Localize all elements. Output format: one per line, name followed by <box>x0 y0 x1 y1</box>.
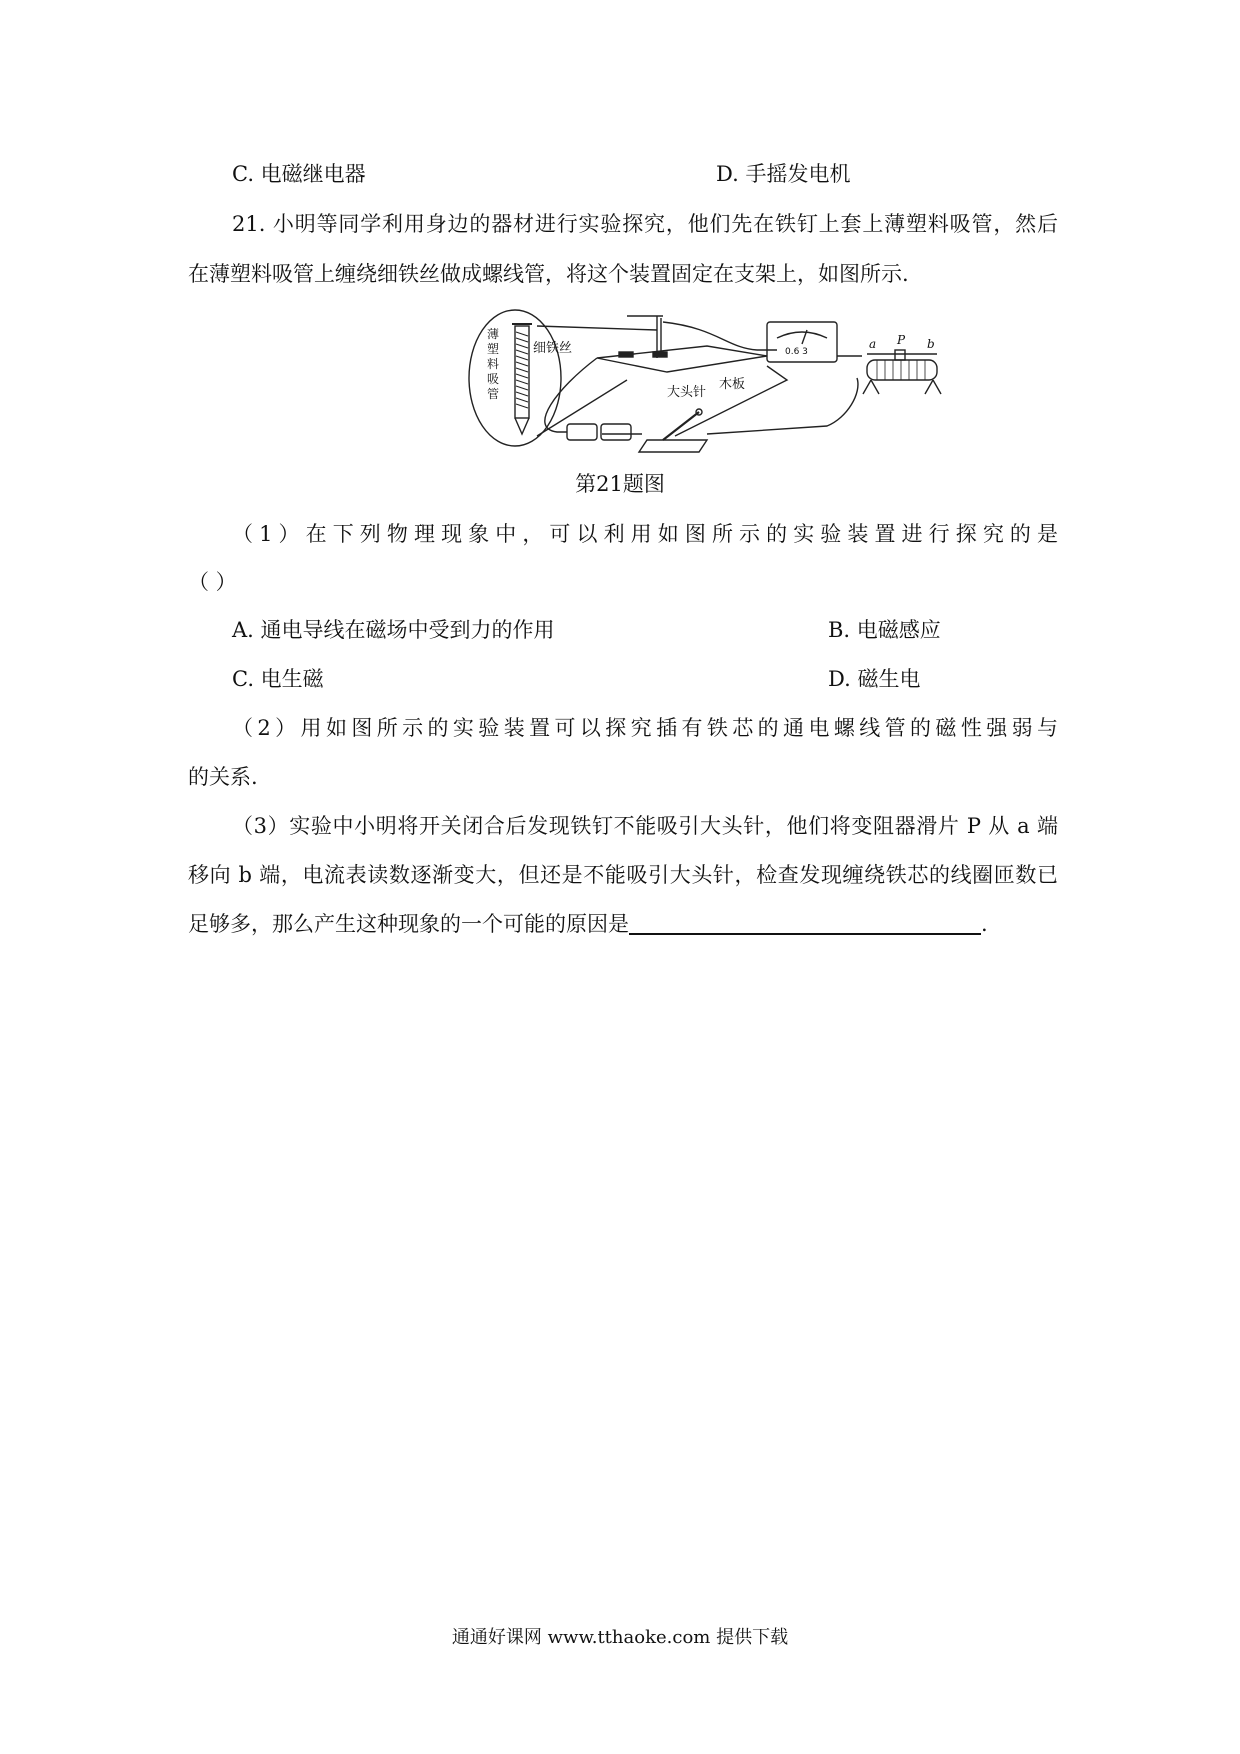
q21-intro-line1: 21. 小明等同学利用身边的器材进行实验探究，他们先在铁钉上套上薄塑料吸管，然后 <box>232 212 1058 236</box>
label-p: P <box>897 333 906 347</box>
q21-part1-stem: （1）在下列物理现象中，可以利用如图所示的实验装置进行探究的是 <box>232 522 1058 546</box>
wooden-board <box>597 346 767 372</box>
figure-caption: 第21题图 <box>575 472 665 496</box>
label-straw-2: 塑 <box>487 342 500 356</box>
q21-part3-line3 <box>188 910 988 938</box>
label-straw-4: 吸 <box>487 372 500 386</box>
option-d-prev: D. 手摇发电机 <box>716 162 851 186</box>
experiment-figure <box>467 308 945 460</box>
q21-part1-bracket: （ ） <box>188 570 237 594</box>
rheostat <box>867 360 937 380</box>
switch <box>639 440 707 452</box>
q21-part3-line2: 移向 b 端，电流表读数逐渐变大，但还是不能吸引大头针，检查发现缠绕铁芯的线圈匝数已 <box>188 863 1058 887</box>
label-wire: 细铁丝 <box>533 341 573 356</box>
label-board: 木板 <box>719 377 746 392</box>
q21-part3-line3-prefix: 足够多，那么产生这种现象的一个可能的原因是 <box>188 912 629 936</box>
label-straw-5: 管 <box>487 387 500 401</box>
label-b: b <box>927 337 935 351</box>
label-meter-scale: 0.6 3 <box>785 347 808 357</box>
label-straw-1: 薄 <box>487 327 500 341</box>
q21-part2-line1: （2）用如图所示的实验装置可以探究插有铁芯的通电螺线管的磁性强弱与 <box>232 716 1058 740</box>
q21-part3-line3-suffix: . <box>981 912 988 936</box>
option-c-prev: C. 电磁继电器 <box>232 162 366 186</box>
q21-intro-line2: 在薄塑料吸管上缠绕细铁丝做成螺线管，将这个装置固定在支架上，如图所示. <box>188 262 909 286</box>
label-straw-3: 料 <box>487 357 500 371</box>
answer-blank[interactable] <box>629 911 981 935</box>
footer-source: 通通好课网 www.tthaoke.com 提供下载 <box>451 1627 789 1648</box>
label-a: a <box>869 337 877 351</box>
q21-part3-line1: （3）实验中小明将开关闭合后发现铁钉不能吸引大头针，他们将变阻器滑片 P 从 a 端 <box>232 814 1058 838</box>
battery <box>567 424 597 440</box>
q21-option-a: A. 通电导线在磁场中受到力的作用 <box>232 618 555 642</box>
q21-part2-line2: 的关系. <box>188 765 258 789</box>
q21-option-b: B. 电磁感应 <box>828 618 941 642</box>
q21-option-d: D. 磁生电 <box>828 667 921 691</box>
label-pin: 大头针 <box>667 385 707 400</box>
q21-option-c: C. 电生磁 <box>232 667 324 691</box>
